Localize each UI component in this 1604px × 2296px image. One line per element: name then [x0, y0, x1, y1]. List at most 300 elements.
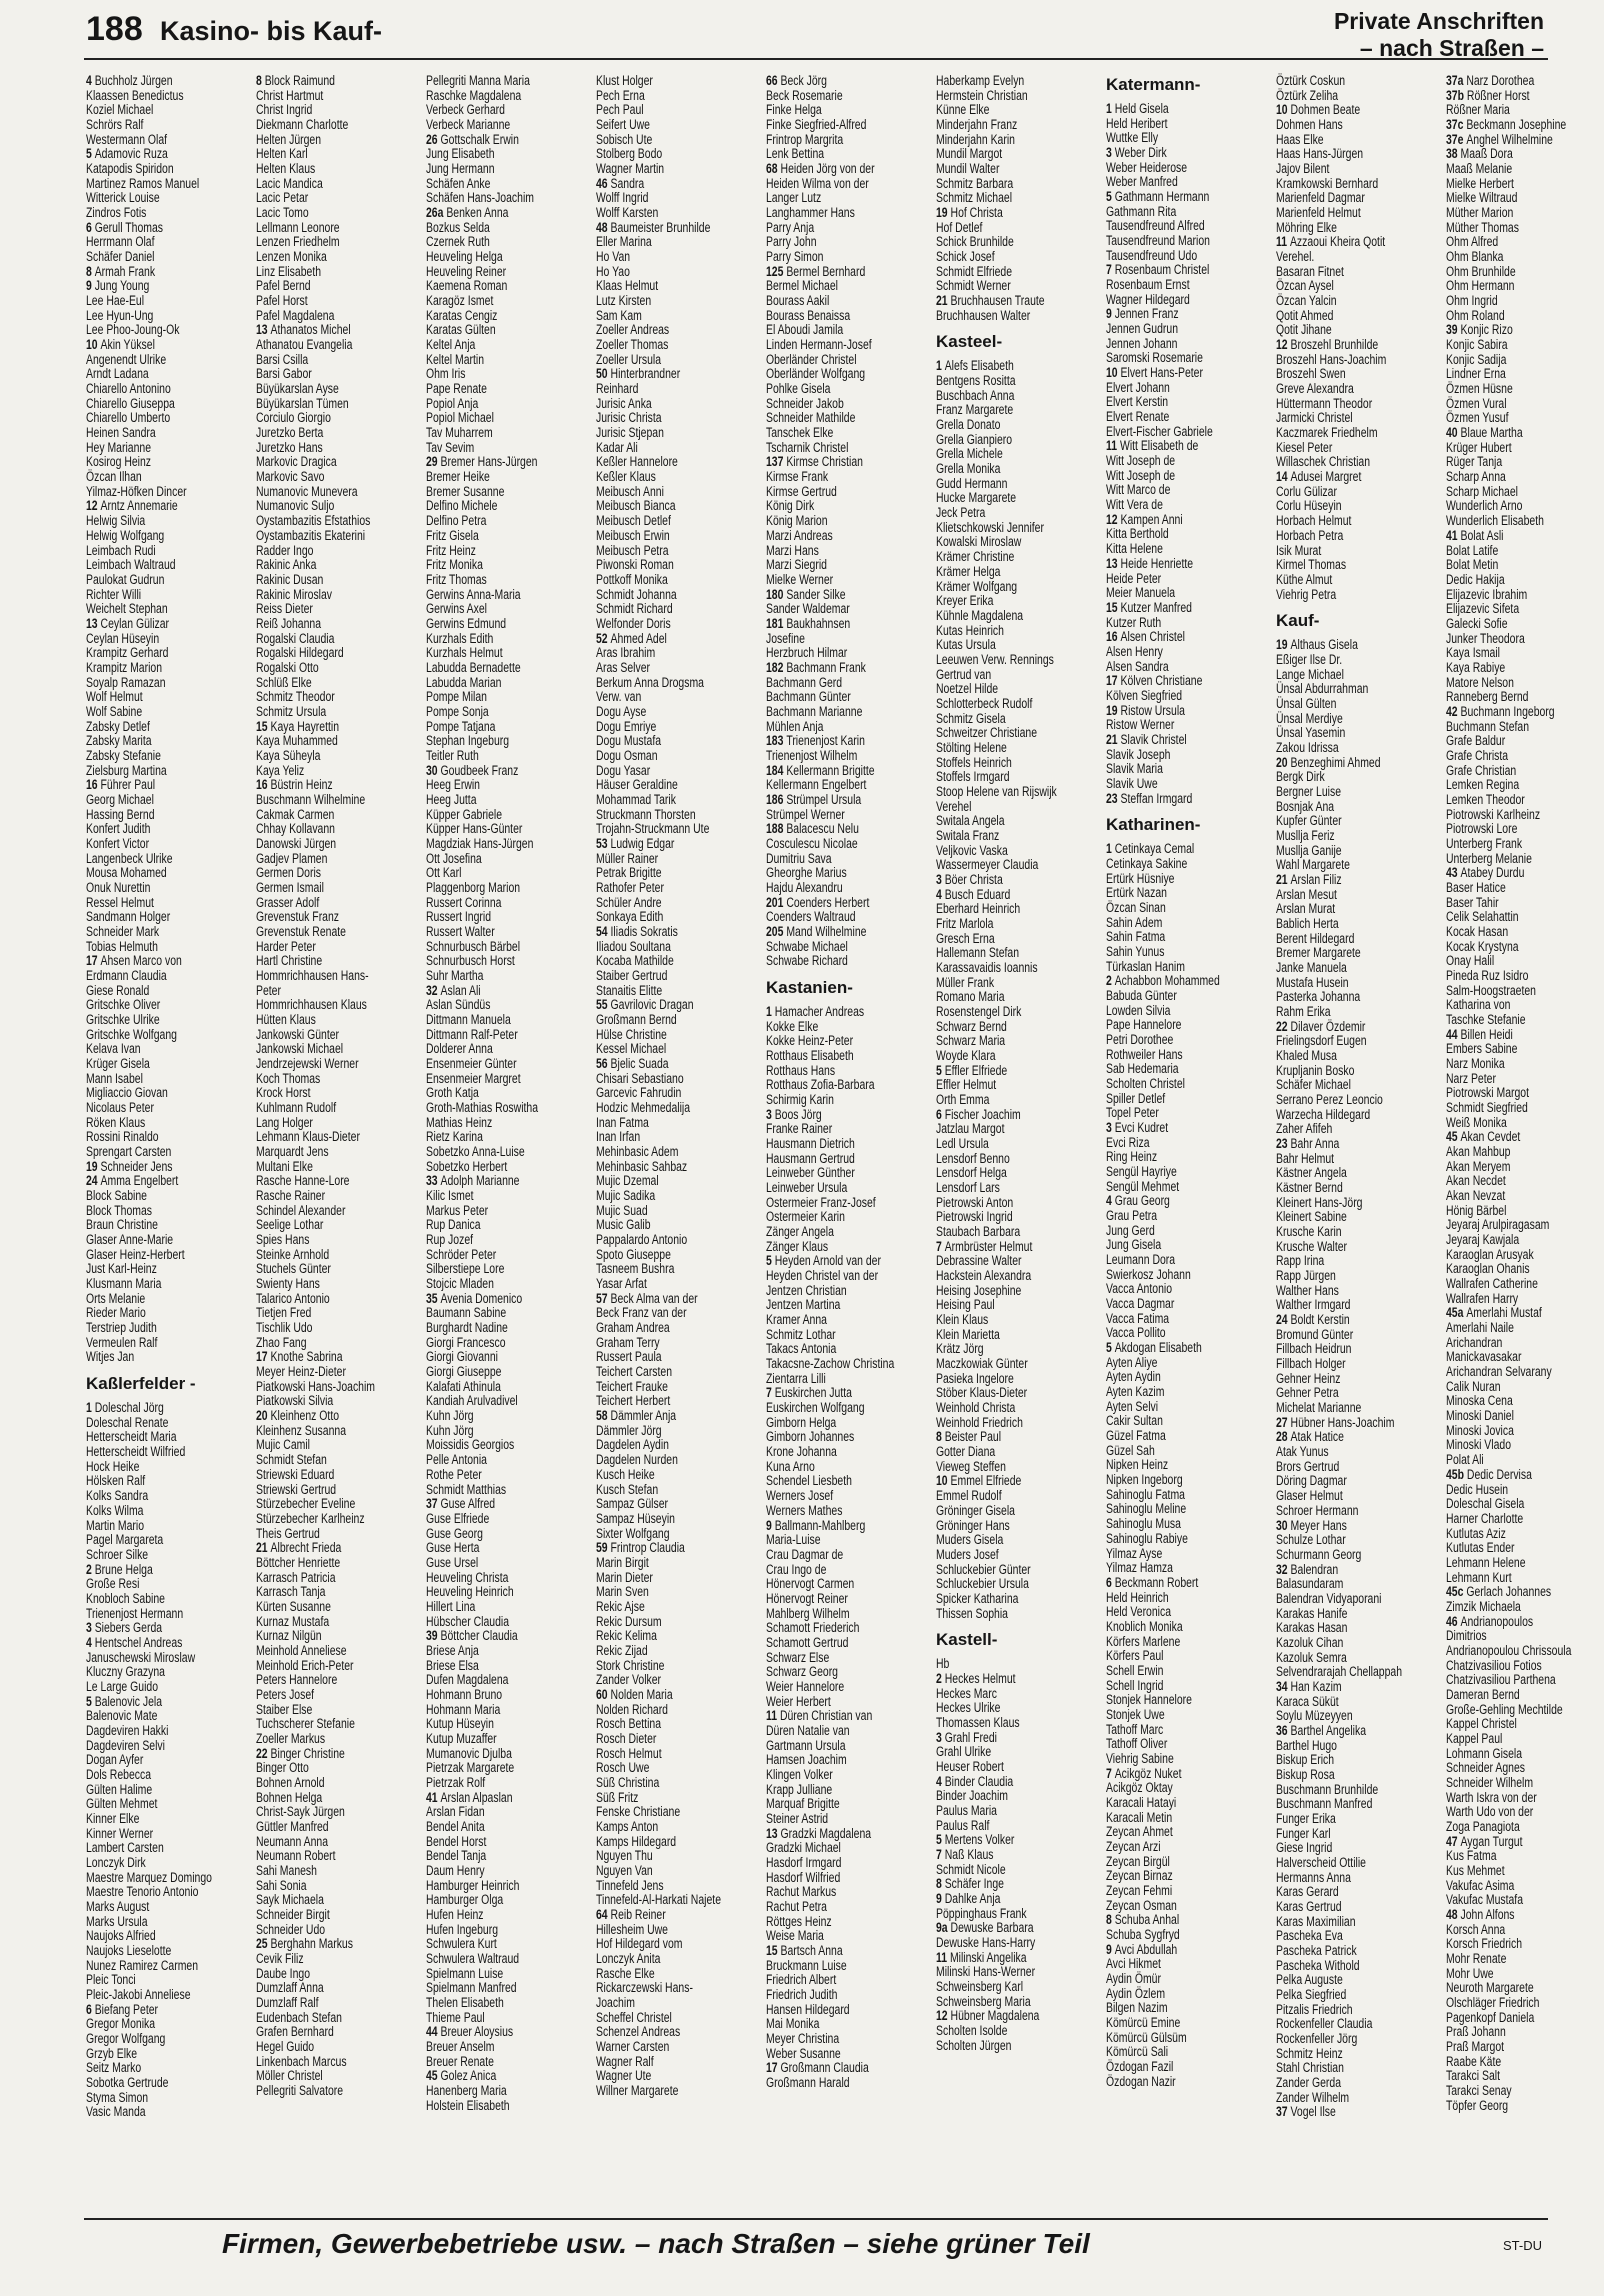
listing-entry: [86, 1724, 242, 1739]
resident-name: Tathoff Marc: [1106, 1721, 1164, 1737]
resident-name: Russert Paula: [596, 1349, 662, 1365]
resident-name: Beister Paul: [944, 1429, 1002, 1445]
page-number: 188: [86, 10, 143, 48]
listing-entry: [256, 837, 412, 852]
resident-name: Magdziak Hans-Jürgen: [426, 835, 534, 851]
listing-entry: [256, 2011, 412, 2026]
listing-entry: [426, 499, 582, 514]
house-number: 17: [86, 953, 101, 969]
resident-name: Celik Selahattin: [1446, 909, 1519, 925]
resident-name: Delfino Petra: [426, 513, 487, 529]
listing-entry: [1276, 2017, 1432, 2032]
house-number: 41: [1446, 527, 1461, 543]
listing-entry: [596, 2055, 752, 2070]
resident-name: Rekic Zijad: [596, 1642, 648, 1658]
resident-name: Ertürk Nazan: [1106, 885, 1167, 901]
resident-name: Helten Klaus: [256, 161, 316, 177]
resident-name: Kurzhals Helmut: [426, 645, 503, 661]
house-number: 64: [596, 1906, 611, 1922]
listing-entry: [596, 925, 752, 940]
listing-entry: [426, 1174, 582, 1189]
listing-entry: [766, 338, 922, 353]
resident-name: Hübscher Claudia: [426, 1613, 510, 1629]
listing-entry: [1276, 1254, 1432, 1269]
listing-entry: [936, 1093, 1092, 1108]
listing-entry: [936, 1357, 1092, 1372]
resident-name: Özcan Sinan: [1106, 899, 1166, 915]
resident-name: Grahl Fredi: [944, 1729, 997, 1745]
resident-name: Janke Manuela: [1276, 959, 1347, 975]
listing-entry: [256, 588, 412, 603]
house-number: 25: [256, 1936, 271, 1952]
resident-name: Polat Ali: [1446, 1452, 1484, 1468]
listing-entry: [936, 133, 1092, 148]
resident-name: Noetzel Hilde: [936, 681, 999, 697]
listing-entry: [1446, 1145, 1602, 1160]
resident-name: Marks August: [86, 1898, 150, 1914]
listing-entry: [1446, 323, 1602, 338]
resident-name: Wagner Ralf: [596, 2053, 654, 2069]
resident-name: Tausendfreund Udo: [1106, 247, 1198, 263]
resident-name: Akan Mahbup: [1446, 1144, 1511, 1160]
resident-name: Ahmed Adel: [610, 630, 667, 646]
house-number: 33: [426, 1173, 441, 1189]
listing-entry: [86, 617, 242, 632]
resident-name: Ring Heinz: [1106, 1149, 1158, 1165]
listing-entry: [1276, 1284, 1432, 1299]
resident-name: Arndt Ladana: [86, 366, 149, 382]
resident-name: Sobisch Ute: [596, 131, 653, 147]
listing-entry: [596, 705, 752, 720]
listing-entry: [1276, 1519, 1432, 1534]
listing-entry: [596, 1835, 752, 1850]
listing-entry: [1446, 1130, 1602, 1145]
resident-name: Dogu Osman: [596, 747, 658, 763]
listing-entry: [1106, 1928, 1262, 1943]
listing-entry: [936, 1951, 1092, 1966]
listing-entry: [426, 1409, 582, 1424]
resident-name: Adolph Marianne: [440, 1173, 520, 1189]
listing-entry: [936, 403, 1092, 418]
listing-entry: [256, 1937, 412, 1952]
listing-entry: [596, 235, 752, 250]
resident-name: Thelen Elisabeth: [426, 1995, 504, 2011]
resident-name: Aydin Ömür: [1106, 1970, 1161, 1986]
resident-name: Naß Klaus: [944, 1846, 994, 1862]
listing-entry: [256, 573, 412, 588]
listing-entry: [86, 1218, 242, 1233]
house-number: 201: [766, 894, 787, 910]
listing-entry: [256, 162, 412, 177]
resident-name: Piotrowski Margot: [1446, 1085, 1530, 1101]
listing-entry: [766, 1724, 922, 1739]
listing-entry: [426, 734, 582, 749]
resident-name: Haas Elke: [1276, 131, 1324, 147]
listing-entry: [426, 1688, 582, 1703]
listing-entry: [1446, 1262, 1602, 1277]
resident-name: Achabbon Mohammed: [1114, 973, 1220, 989]
listing-entry: [766, 778, 922, 793]
listing-entry: [766, 1797, 922, 1812]
listing-entry: [766, 1621, 922, 1636]
resident-name: Strümpel Ursula: [786, 791, 862, 807]
listing-entry: [426, 265, 582, 280]
listing-entry: [86, 191, 242, 206]
resident-name: Zoga Panagiota: [1446, 1818, 1520, 1834]
resident-name: Josefine: [766, 630, 805, 646]
resident-name: Mertens Volker: [944, 1832, 1015, 1848]
listing-entry: [766, 411, 922, 426]
listing-entry: [1276, 397, 1432, 412]
listing-entry: [1276, 1108, 1432, 1123]
resident-name: Konfert Victor: [86, 835, 150, 851]
house-number: 188: [766, 821, 787, 837]
resident-name: Dols Rebecca: [86, 1766, 152, 1782]
resident-name: Bremer Heike: [426, 469, 490, 485]
listing-entry: [596, 1336, 752, 1351]
resident-name: Rüger Tanja: [1446, 454, 1503, 470]
resident-name: Calik Nuran: [1446, 1378, 1501, 1394]
resident-name: Russert Walter: [426, 923, 495, 939]
resident-name: Dewuske Barbara: [950, 1920, 1034, 1936]
resident-name: Hamburger Heinrich: [426, 1877, 520, 1893]
listing-entry: [86, 1489, 242, 1504]
resident-name: Juretzko Hans: [256, 439, 323, 455]
listing-entry: [256, 749, 412, 764]
listing-entry: [766, 1695, 922, 1710]
listing-entry: [596, 1703, 752, 1718]
listing-entry: [86, 588, 242, 603]
listing-entry: [426, 1923, 582, 1938]
listing-entry: [766, 1401, 922, 1416]
resident-name: Piotrowski Karlheinz: [1446, 806, 1541, 822]
listing-entry: [936, 1034, 1092, 1049]
listing-entry: [426, 822, 582, 837]
listing-entry: [1276, 1269, 1432, 1284]
listing-entry: [1446, 162, 1602, 177]
house-number: 8: [936, 1429, 945, 1445]
listing-entry: [1276, 1460, 1432, 1475]
resident-name: Bozkus Selda: [426, 219, 490, 235]
listing-entry: [1106, 234, 1262, 249]
resident-name: Gerwins Anna-Maria: [426, 586, 521, 602]
resident-name: Ohm Blanka: [1446, 249, 1504, 265]
house-number: 7: [766, 1385, 775, 1401]
resident-name: Kinner Werner: [86, 1825, 154, 1841]
resident-name: Veljkovic Vaska: [936, 842, 1008, 858]
resident-name: Kadar Ali: [596, 439, 638, 455]
listing-entry: [86, 1812, 242, 1827]
listing-entry: [1446, 690, 1602, 705]
resident-name: Yasar Arfat: [596, 1276, 647, 1292]
listing-entry: [1106, 689, 1262, 704]
listing-entry: [936, 89, 1092, 104]
resident-name: Arichandran Selvarany: [1446, 1364, 1552, 1380]
resident-name: Schmitz Michael: [936, 190, 1013, 206]
resident-name: Leinweber Günther: [766, 1165, 855, 1181]
resident-name: Erdmann Claudia: [86, 967, 167, 983]
resident-name: Hülse Christine: [596, 1026, 667, 1042]
resident-name: Adusei Margret: [1290, 469, 1362, 485]
resident-name: Werners Josef: [766, 1488, 834, 1504]
listing-entry: [1106, 1092, 1262, 1107]
house-number: 66: [766, 73, 781, 88]
listing-entry: [766, 1240, 922, 1255]
resident-name: Guse Ursel: [426, 1554, 479, 1570]
listing-entry: [766, 221, 922, 236]
resident-name: Ahsen Marco von: [100, 953, 182, 969]
resident-name: Elvert Johann: [1106, 379, 1170, 395]
resident-name: Peters Hannelore: [256, 1672, 338, 1688]
resident-name: Chatzivasiliou Parthena: [1446, 1672, 1556, 1688]
listing-entry: [766, 896, 922, 911]
resident-name: Karakas Hasan: [1276, 1620, 1348, 1636]
resident-name: Block Raimund: [264, 73, 335, 88]
resident-name: Beckmann Josephine: [1466, 117, 1567, 133]
resident-name: Kömürcü Gülsüm: [1106, 2029, 1187, 2045]
listing-entry: [86, 1739, 242, 1754]
listing-entry: [1446, 1438, 1602, 1453]
listing-entry: [86, 896, 242, 911]
resident-name: Töpfer Georg: [1446, 2097, 1509, 2113]
resident-name: Minoski Daniel: [1446, 1408, 1514, 1424]
resident-name: Hohmann Maria: [426, 1701, 501, 1717]
footer-note: Firmen, Gewerbebetriebe usw. – nach Straßen – siehe grüner Teil: [222, 2228, 1090, 2259]
resident-name: Kurnaz Nilgün: [256, 1628, 322, 1644]
listing-entry: [1276, 800, 1432, 815]
listing-entry: [766, 1416, 922, 1431]
house-number: 20: [256, 1408, 271, 1424]
listing-entry: [86, 1292, 242, 1307]
listing-entry: [766, 1078, 922, 1093]
resident-name: Kömürcü Sali: [1106, 2044, 1169, 2060]
listing-entry: [596, 837, 752, 852]
resident-name: Witjes Jan: [86, 1349, 135, 1365]
listing-entry: [766, 1181, 922, 1196]
listing-entry: [1276, 1973, 1432, 1988]
resident-name: Stephan Ingeburg: [426, 733, 510, 749]
resident-name: Jung Young: [94, 278, 150, 294]
resident-name: Ayten Kazim: [1106, 1384, 1165, 1400]
listing-entry: [86, 235, 242, 250]
resident-name: Kazoluk Semra: [1276, 1649, 1347, 1665]
listing-entry: [936, 800, 1092, 815]
listing-entry: [1276, 1489, 1432, 1504]
resident-name: Beck Alma van der: [610, 1290, 698, 1306]
resident-name: Chhay Kollavann: [256, 821, 335, 837]
resident-name: Kirmse Gertrud: [766, 483, 837, 499]
resident-name: Chiarello Antonino: [86, 381, 171, 397]
listing-entry: [1276, 756, 1432, 771]
listing-entry: [256, 1233, 412, 1248]
resident-name: Rothweiler Hans: [1106, 1046, 1183, 1062]
listing-entry: [1276, 2003, 1432, 2018]
listing-entry: [1106, 146, 1262, 161]
house-number: 47: [1446, 1833, 1461, 1849]
resident-name: Elvert-Fischer Gabriele: [1106, 423, 1213, 439]
resident-name: Heuveling Reiner: [426, 263, 507, 279]
listing-entry: [1106, 1635, 1262, 1650]
resident-name: Hermanns Anna: [1276, 1869, 1351, 1885]
heading-line-2: – nach Straßen –: [1359, 35, 1544, 61]
resident-name: Dedic Husein: [1446, 1481, 1509, 1497]
resident-name: Markovic Dragica: [256, 454, 337, 470]
listing-entry: [86, 1959, 242, 1974]
listing-entry: [596, 676, 752, 691]
resident-name: Schmitz Heinz: [1276, 2045, 1343, 2061]
resident-name: Keßler Hannelore: [596, 454, 678, 470]
resident-name: Effler Elfriede: [944, 1062, 1008, 1078]
listing-entry: [766, 705, 922, 720]
resident-name: Linkenbach Marcus: [256, 2053, 347, 2069]
listing-entry: [256, 1703, 412, 1718]
resident-name: Aydin Özlem: [1106, 1985, 1166, 2001]
resident-name: Qotit Jihane: [1276, 322, 1332, 338]
resident-name: Tasneem Bushra: [596, 1261, 675, 1277]
listing-entry: [86, 1277, 242, 1292]
resident-name: Jung Elisabeth: [426, 146, 495, 162]
resident-name: Giese Ronald: [86, 982, 150, 998]
listing-entry: [596, 89, 752, 104]
listing-entry: [596, 852, 752, 867]
house-number: 16: [256, 777, 271, 793]
listing-entry: [1106, 513, 1262, 528]
listing-entry: [596, 221, 752, 236]
resident-name: Giorgi Giuseppe: [426, 1364, 502, 1380]
listing-entry: [256, 353, 412, 368]
listing-entry: [596, 1468, 752, 1483]
listing-entry: [766, 1093, 922, 1108]
listing-entry: [596, 1204, 752, 1219]
listing-entry: [1276, 309, 1432, 324]
listing-entry: [596, 441, 752, 456]
listing-entry: [936, 1965, 1092, 1980]
resident-name: Peters Josef: [256, 1686, 315, 1702]
listing-entry: [1276, 265, 1432, 280]
resident-name: Scholten Isolde: [936, 2023, 1008, 2038]
resident-name: Stolberg Bodo: [596, 146, 663, 162]
resident-name: Hajdu Alexandru: [766, 879, 843, 895]
resident-name: Großmann Claudia: [780, 2060, 869, 2076]
listing-entry: [86, 426, 242, 441]
listing-entry: [86, 1783, 242, 1798]
resident-name: Paulus Ralf: [936, 1817, 990, 1833]
listing-entry: [596, 2069, 752, 2084]
listing-entry: [936, 1672, 1092, 1687]
listing-entry: [256, 206, 412, 221]
listing-entry: [1446, 103, 1602, 118]
listing-entry: [426, 411, 582, 426]
listing-entry: [1106, 1620, 1262, 1635]
listing-entry: [256, 1849, 412, 1864]
listing-entry: [1446, 1541, 1602, 1556]
listing-entry: [86, 1621, 242, 1636]
listing-entry: [256, 1820, 412, 1835]
house-number: 45b: [1446, 1466, 1467, 1482]
house-number: 37: [426, 1496, 441, 1512]
listing-entry: [86, 602, 242, 617]
listing-entry: [86, 1072, 242, 1087]
resident-name: Weber Heiderose: [1106, 159, 1188, 175]
listing-entry: [1446, 1776, 1602, 1791]
resident-name: Meibusch Detlef: [596, 513, 671, 529]
resident-name: Özmen Yusuf: [1446, 410, 1509, 426]
resident-name: Gathmann Rita: [1106, 203, 1177, 219]
house-number: 13: [766, 1825, 781, 1841]
resident-name: Elvert Renate: [1106, 409, 1170, 425]
listing-entry: [1446, 764, 1602, 779]
listing-entry: [1446, 632, 1602, 647]
house-number: 54: [596, 923, 611, 939]
listing-entry: [86, 852, 242, 867]
listing-entry: [1106, 842, 1262, 857]
listing-entry: [256, 2069, 412, 2084]
listing-entry: [766, 1783, 922, 1798]
listing-entry: [426, 382, 582, 397]
listing-entry: [426, 1013, 582, 1028]
resident-name: Mumanovic Djulba: [426, 1745, 512, 1761]
listing-entry: [256, 558, 412, 573]
resident-name: Swienty Hans: [256, 1276, 320, 1292]
listing-entry: [1276, 1739, 1432, 1754]
listing-entry: [596, 1013, 752, 1028]
resident-name: Corlu Hüseyin: [1276, 498, 1342, 514]
resident-name: Dumitriu Sava: [766, 850, 832, 866]
resident-name: Schweinsberg Karl: [936, 1978, 1024, 1994]
resident-name: Korsch Friedrich: [1446, 1936, 1523, 1952]
resident-name: Grella Gianpiero: [936, 431, 1013, 447]
listing-entry: [256, 1174, 412, 1189]
resident-name: Kreyer Erika: [936, 593, 994, 609]
resident-name: Tausendfreund Alfred: [1106, 218, 1205, 234]
resident-name: Grafe Christian: [1446, 762, 1517, 778]
listing-entry: [596, 1497, 752, 1512]
listing-entry: [86, 1636, 242, 1651]
house-number: 5: [1106, 189, 1115, 205]
resident-name: Spielmann Manfred: [426, 1980, 517, 1996]
house-number: 15: [766, 1942, 781, 1958]
listing-entry: [1276, 1093, 1432, 1108]
listing-entry: [426, 2040, 582, 2055]
resident-name: Mustafa Husein: [1276, 974, 1349, 990]
resident-name: Ohm Ingrid: [1446, 293, 1498, 309]
resident-name: Daube Ingo: [256, 1965, 311, 1981]
listing-entry: [596, 426, 752, 441]
listing-entry: [936, 741, 1092, 756]
listing-entry: [426, 1468, 582, 1483]
listing-entry: [766, 1313, 922, 1328]
resident-name: Heeg Erwin: [426, 777, 480, 793]
listing-entry: [426, 133, 582, 148]
listing-entry: [936, 961, 1092, 976]
house-number: 3: [86, 1620, 95, 1636]
resident-name: Milinski Angelika: [949, 1949, 1027, 1965]
resident-name: Stanaitis Elitte: [596, 982, 663, 998]
resident-name: Sahi Manesh: [256, 1862, 317, 1878]
listing-entry: [1276, 588, 1432, 603]
listing-entry: [426, 646, 582, 661]
resident-name: Häuser Geraldine: [596, 777, 678, 793]
resident-name: Kilic Ismet: [426, 1188, 474, 1204]
listing-entry: [256, 2040, 412, 2055]
resident-name: Kutzer Manfred: [1120, 599, 1192, 615]
listing-entry: [1106, 1150, 1262, 1165]
listing-entry: [766, 1445, 922, 1460]
resident-name: Sam Kam: [596, 307, 642, 323]
listing-entry: [936, 976, 1092, 991]
resident-name: Zeycan Birnaz: [1106, 1868, 1173, 1884]
listing-entry: [1106, 425, 1262, 440]
